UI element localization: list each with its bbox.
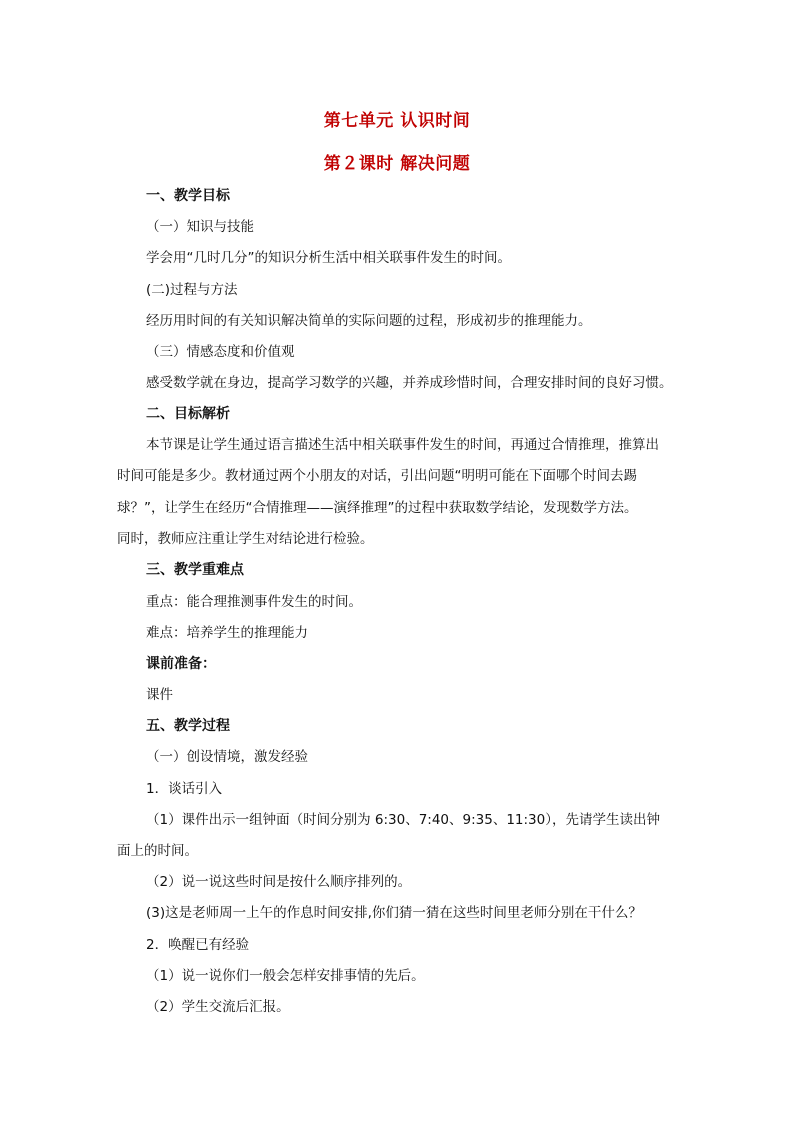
paragraph-line: （2）学生交流后汇报。 xyxy=(146,999,290,1015)
paragraph-line: 感受数学就在身边，提高学习数学的兴趣，并养成珍惜时间，合理安排时间的良好习惯。 xyxy=(146,375,673,391)
paragraph-line: 课件 xyxy=(146,687,173,703)
subsection-heading: （一）创设情境，激发经验 xyxy=(146,749,308,765)
paragraph-line: （2）说一说这些时间是按什么顺序排列的。 xyxy=(146,874,412,890)
paragraph-line: 难点：培养学生的推理能力 xyxy=(146,625,308,641)
paragraph-line: 时间可能是多少。教材通过两个小朋友的对话，引出问题“明明可能在下面哪个时间去踢 xyxy=(117,468,637,484)
section-heading-key-points: 三、教学重难点 xyxy=(146,562,244,578)
paragraph-line: 学会用“几时几分”的知识分析生活中相关联事件发生的时间。 xyxy=(146,250,511,266)
paragraph-line: 重点：能合理推测事件发生的时间。 xyxy=(146,594,362,610)
paragraph-line: 同时，教师应注重让学生对结论进行检验。 xyxy=(117,531,374,547)
paragraph-line: 球？”，让学生在经历“合情推理——演绎推理”的过程中获取数学结论，发现数学方法。 xyxy=(117,500,638,516)
numbered-item: 1．谈话引入 xyxy=(146,781,223,797)
section-heading-objectives: 一、教学目标 xyxy=(146,188,230,204)
subsection-heading: （一）知识与技能 xyxy=(146,219,254,235)
subsection-heading: （三）情感态度和价值观 xyxy=(146,344,295,360)
paragraph-line: (3)这是老师周一上午的作息时间安排,你们猜一猜在这些时间里老师分别在干什么？ xyxy=(146,905,642,921)
lesson-title: 第２课时 解决问题 xyxy=(323,154,471,174)
unit-title: 第七单元 认识时间 xyxy=(323,111,471,131)
paragraph-line: 本节课是让学生通过语言描述生活中相关联事件发生的时间，再通过合情推理，推算出 xyxy=(146,437,659,453)
paragraph-line: 面上的时间。 xyxy=(117,843,198,859)
numbered-item: 2．唤醒已有经验 xyxy=(146,937,250,953)
section-heading-analysis: 二、目标解析 xyxy=(146,406,230,422)
section-heading-process: 五、教学过程 xyxy=(146,718,230,734)
paragraph-line: （1）说一说你们一般会怎样安排事情的先后。 xyxy=(146,968,425,984)
paragraph-line: 经历用时间的有关知识解决简单的实际问题的过程，形成初步的推理能力。 xyxy=(146,313,592,329)
section-heading-preparation: 课前准备： xyxy=(146,656,216,672)
paragraph-line: （1）课件出示一组钟面（时间分别为 6:30、7:40、9:35、11:30），先请学生读出钟 xyxy=(146,812,660,828)
subsection-heading: (二)过程与方法 xyxy=(146,282,238,298)
